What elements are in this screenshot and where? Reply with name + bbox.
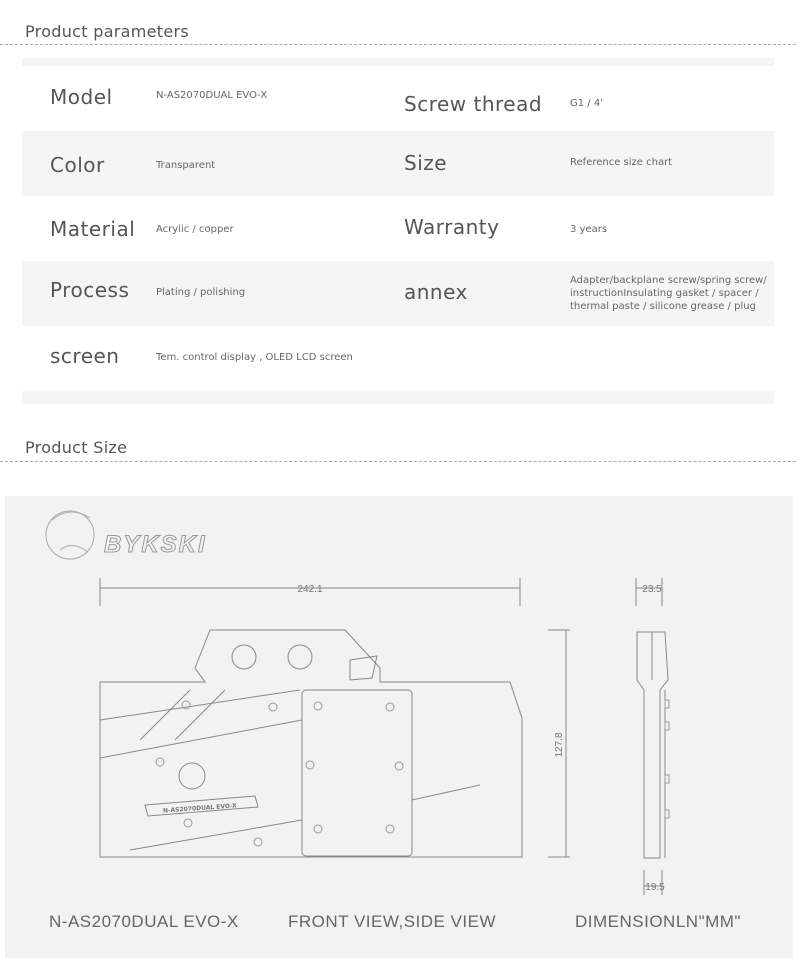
param-value: Reference size chart bbox=[570, 157, 673, 168]
param-value: Tem. control display , OLED LCD screen bbox=[156, 352, 353, 363]
dim-length: 242.1 bbox=[297, 584, 323, 595]
param-label: Screw thread bbox=[404, 92, 543, 116]
param-label: Color bbox=[50, 153, 105, 177]
param-label: screen bbox=[50, 344, 120, 368]
annex-line: Adapter/backplane screw/spring screw/ bbox=[570, 275, 767, 286]
front-view bbox=[100, 630, 522, 857]
param-value: Transparent bbox=[156, 160, 216, 171]
dim-height: 127.8 bbox=[554, 732, 565, 758]
param-label: Warranty bbox=[404, 215, 500, 239]
height-dimension bbox=[548, 630, 570, 857]
param-value: N-AS2070DUAL EVO-X bbox=[156, 90, 268, 101]
dim-thickness: 23.5 bbox=[642, 584, 662, 595]
dim-thickness-base: 19.5 bbox=[645, 882, 665, 893]
param-label: Material bbox=[50, 217, 136, 241]
param-label: Model bbox=[50, 85, 113, 109]
bykski-logo bbox=[46, 511, 207, 559]
param-label: Size bbox=[404, 151, 448, 175]
param-value: G1 / 4' bbox=[570, 98, 603, 109]
param-value: Acrylic / copper bbox=[156, 224, 234, 235]
param-label: Process bbox=[50, 278, 130, 302]
plate-text: N-AS2070DUAL EVO-X bbox=[162, 802, 237, 815]
param-value: Plating / polishing bbox=[156, 287, 246, 298]
section-title-parameters: Product parameters bbox=[25, 22, 190, 41]
brand-text: BYKSKI bbox=[104, 531, 207, 558]
caption-units: DIMENSIONLN"MM" bbox=[575, 912, 741, 931]
param-value: 3 years bbox=[570, 224, 608, 235]
caption-model: N-AS2070DUAL EVO-X bbox=[49, 912, 239, 931]
annex-line: thermal paste / silicone grease / plug bbox=[570, 301, 756, 312]
caption-views: FRONT VIEW,SIDE VIEW bbox=[288, 912, 497, 931]
length-dimension bbox=[100, 578, 520, 606]
annex-line: instructionInsulating gasket / spacer / bbox=[570, 288, 759, 299]
side-view bbox=[636, 578, 669, 895]
section-title-size: Product Size bbox=[25, 438, 128, 457]
param-label: annex bbox=[404, 280, 468, 304]
